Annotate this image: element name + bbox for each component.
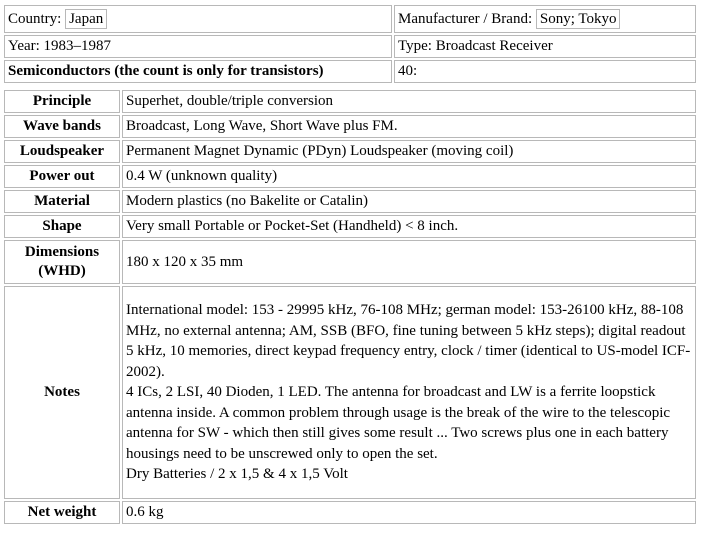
dimensions-value: 180 x 120 x 35 mm	[122, 240, 696, 284]
powerout-label: Power out	[4, 165, 120, 188]
notes-label: Notes	[4, 286, 120, 499]
country-cell	[4, 5, 392, 33]
dimensions-label: Dimensions (WHD)	[4, 240, 120, 284]
material-label: Material	[4, 190, 120, 213]
principle-value: Superhet, double/triple conversion	[122, 90, 696, 113]
notes-value	[122, 286, 696, 499]
loudspeaker-value: Permanent Magnet Dynamic (PDyn) Loudspeaker (moving coil)	[122, 140, 696, 163]
material-value: Modern plastics (no Bakelite or Catalin)	[122, 190, 696, 213]
manufacturer-value: Sony; Tokyo	[536, 9, 621, 29]
loudspeaker-label: Loudspeaker	[4, 140, 120, 163]
year-cell: Year: 1983–1987	[4, 35, 392, 58]
semiconductors-label: Semiconductors (the count is only for transistors)	[4, 60, 392, 83]
type-cell: Type: Broadcast Receiver	[394, 35, 696, 58]
specs-table	[2, 88, 698, 526]
notes-paragraph: 4 ICs, 2 LSI, 40 Dioden, 1 LED. The antenna for broadcast and LW is a ferrite loopstick antenna inside. A common problem through usage is the break of the wire to the telescopic antenna for SW - which then still gives some result ... Two screws plus one in each battery housings need to be unscrewed only to open the set.	[126, 384, 671, 462]
semiconductors-value: 40:	[394, 60, 696, 83]
shape-label: Shape	[4, 215, 120, 238]
wavebands-label: Wave bands	[4, 115, 120, 138]
principle-label: Principle	[4, 90, 120, 113]
powerout-value: 0.4 W (unknown quality)	[122, 165, 696, 188]
country-value: Japan	[65, 9, 107, 29]
notes-paragraph: International model: 153 - 29995 kHz, 76-108 MHz; german model: 153-26100 kHz, 88-108 MHz, no external antenna; AM, SSB (BFO, fine tuning between 5 kHz steps); digital readout 5 kHz, 10 memories, direct keypad frequency entry, clock / timer (identical to US-model ICF-2002).	[126, 302, 691, 380]
netweight-value: 0.6 kg	[122, 501, 696, 524]
netweight-label: Net weight	[4, 501, 120, 524]
manufacturer-cell	[394, 5, 696, 33]
manufacturer-label: Manufacturer / Brand:	[398, 11, 533, 27]
wavebands-value: Broadcast, Long Wave, Short Wave plus FM.	[122, 115, 696, 138]
shape-value: Very small Portable or Pocket-Set (Handheld) < 8 inch.	[122, 215, 696, 238]
header-table	[2, 3, 698, 85]
country-label: Country:	[8, 11, 62, 27]
notes-paragraph: Dry Batteries / 2 x 1,5 & 4 x 1,5 Volt	[126, 466, 348, 483]
